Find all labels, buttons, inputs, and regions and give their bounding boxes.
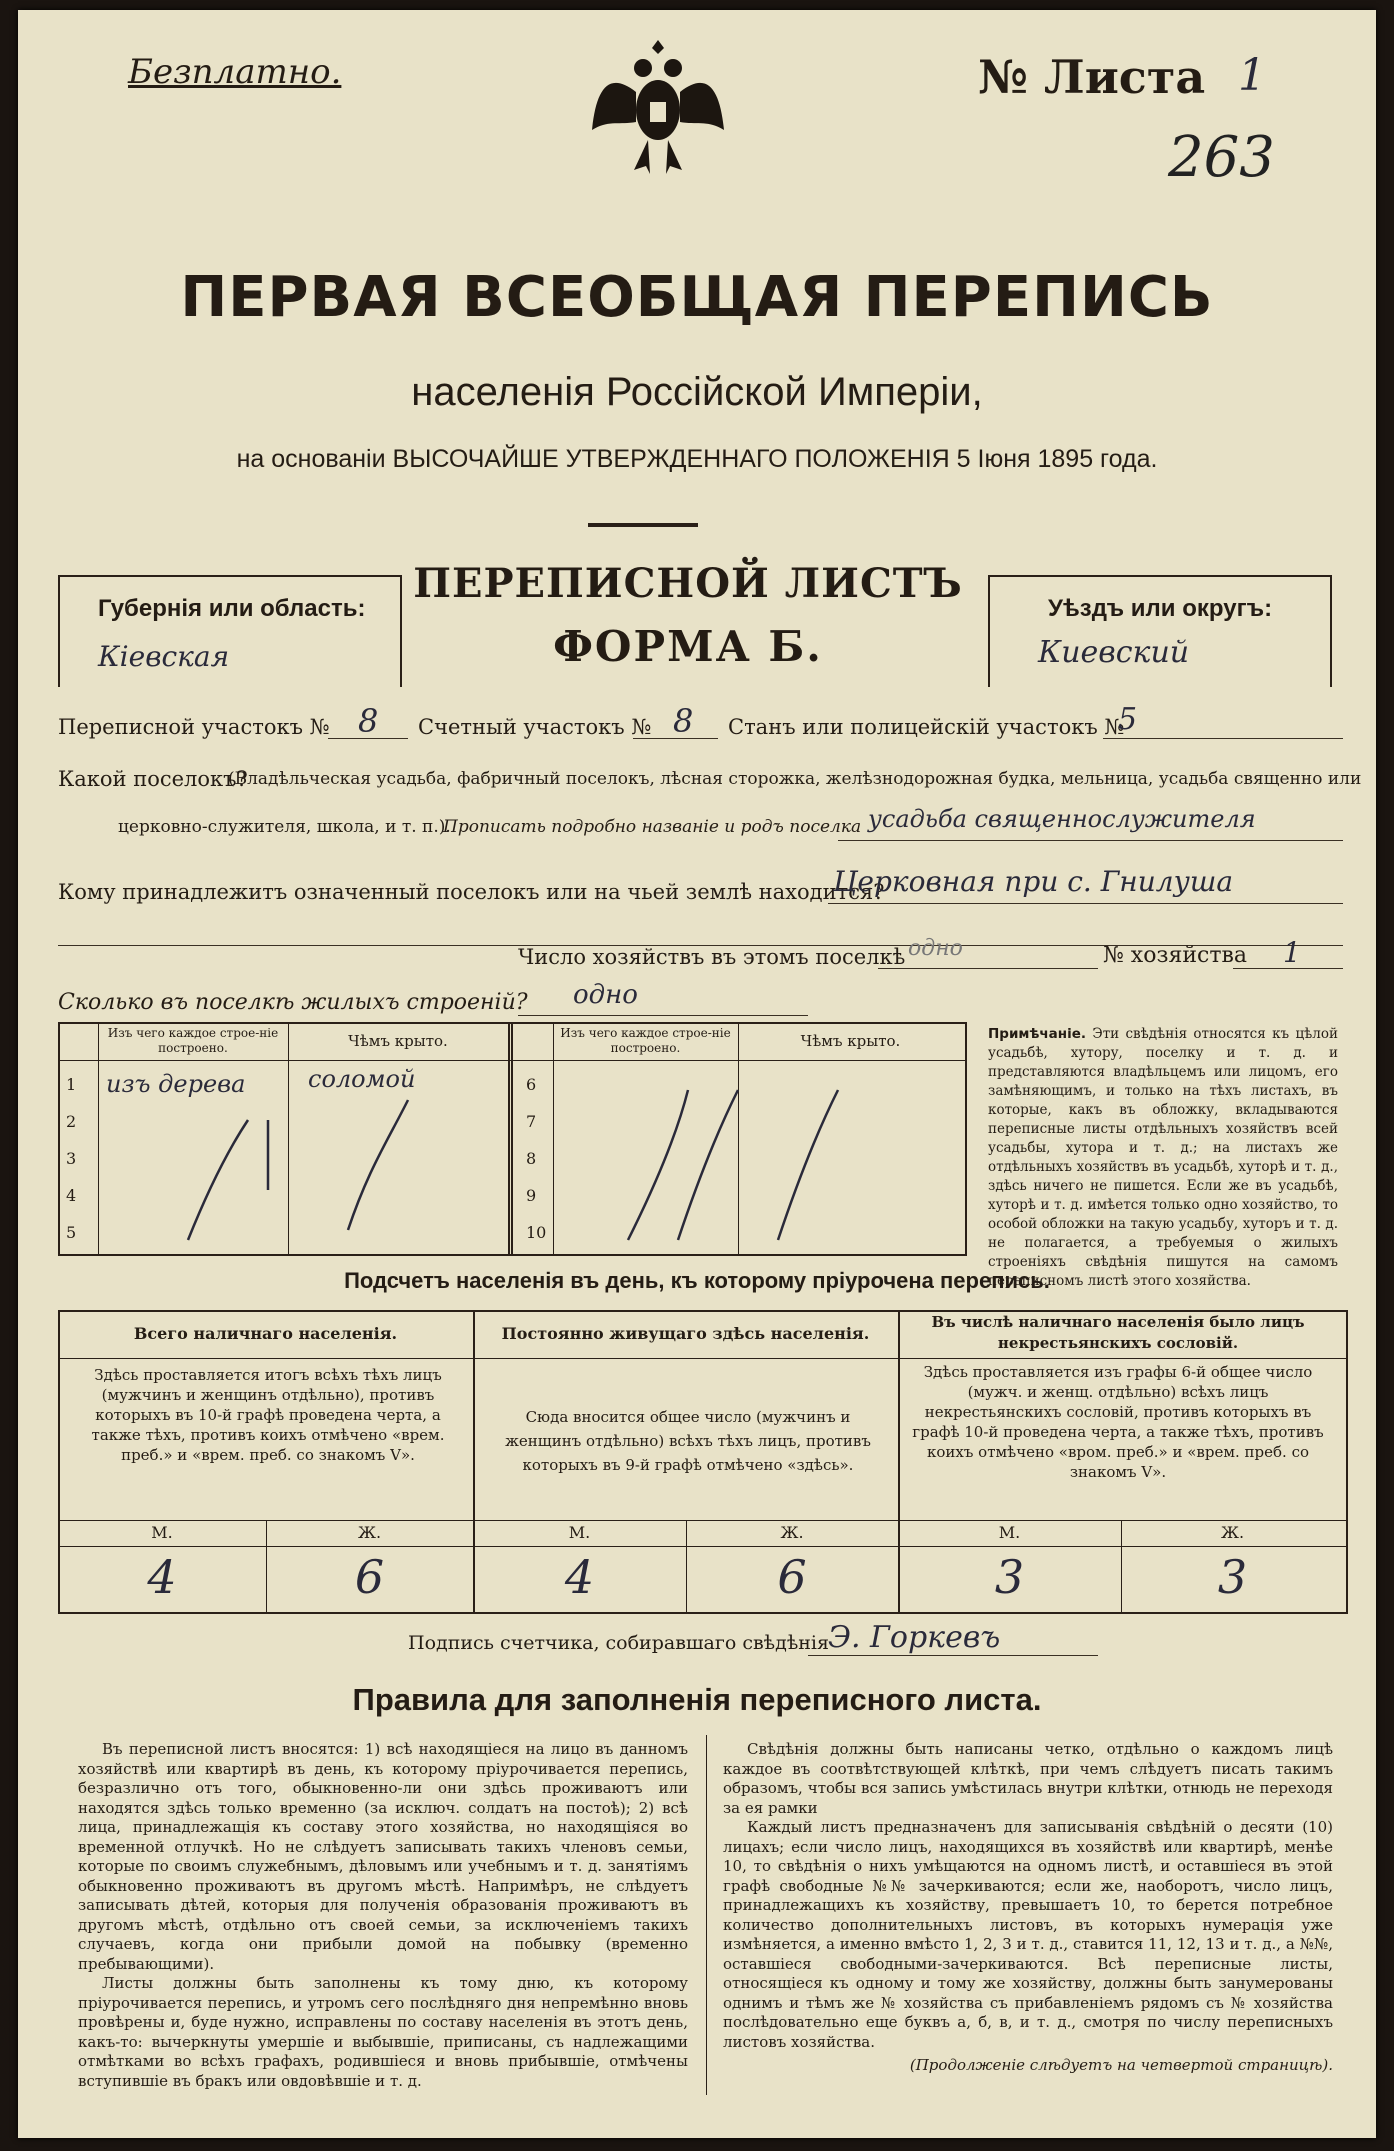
free-label: Безплатно. [128,52,342,92]
census-area-value: 8 [358,702,379,740]
households-label: Число хозяйствъ въ этомъ поселкѣ [518,945,906,969]
count-col1-head: Всего наличнаго населенія. [133,1324,398,1343]
row1-material: изъ дерева [106,1070,246,1098]
settlement-hint2: церковно-служителя, школа, и т. п.). [118,817,451,837]
buildings-value: одно [573,980,638,1010]
count-value: 4 [564,1550,595,1604]
household-no-label: № хозяйства [1103,943,1247,968]
note-text [988,1025,1338,1291]
strike-marks [58,1060,963,1255]
eagle-emblem-icon [588,30,728,180]
rules-right-p2: Каждый листъ предназначенъ для записыванія свѣдѣній о десяти (10) лицахъ; если число лицъ, находящихся въ хозяйствѣ или квартирѣ, менѣе 10, то свѣдѣнія о нихъ умѣщаются на одномъ листѣ, и оставшіеся въ этой графѣ свободные №№ зачеркиваются; если же, наоборотъ, число лицъ, принадлежащихъ къ хозяйству, превышаетъ 10, то берется потребное количество дополнительныхъ листовъ, въ которыхъ нумерація уже измѣняется, а именно вмѣсто 1, 2, 3 и т. д., ставится 11, 12, 13 и т. д., а №№, оставшіеся свободными-зачеркиваются. Всѣ переписные листы, относящіеся къ одному и тому же хозяйству, должны быть занумерованы однимъ и тѣмъ же № хозяйства съ прибавленіемъ рядомъ съ № хозяйства послѣдовательно еще буквъ а, б, в, и т. д., смотря по числу переписныхъ листовъ хозяйства. [723,1818,1333,2051]
stan-label: Станъ или полицейскій участокъ № [728,715,1125,739]
title-divider [588,523,698,527]
guberniya-value: Кіевская [98,640,230,673]
buildings-col1-left: Изъ чего каждое строе-ніе построено. [107,1026,279,1055]
male-label: М. [151,1523,173,1542]
count-value: 3 [1217,1550,1248,1604]
form-name: ФОРМА Б. [553,622,823,671]
buildings-label: Сколько въ поселкѣ жилыхъ строеній? [58,990,528,1015]
settlement-value: усадьба священнослужителя [868,805,1256,833]
rules-right-column [723,1740,1333,2076]
settlement-instruction: Прописать подробно названіе и родъ поселка [443,817,862,837]
male-label: М. [568,1523,591,1542]
archive-number: 263 [1168,125,1275,190]
count-col3-text: Здѣсь проставляется изъ графы 6-й общее число (мужч. и женщ. отдѣльно) всѣхъ лицъ некрестьянскихъ сословій, противъ которыхъ въ графѣ 10-й проведена черта, а также тѣхъ, противъ коихъ отмѣчено «вром. преб.» и «врем. преб. со знакомъ V». [912,1363,1324,1481]
count-value: 3 [994,1550,1025,1604]
count-col1-text: Здѣсь проставляется итогъ всѣхъ тѣхъ лицъ (мужчинъ и женщинъ отдѣльно), противъ которыхъ въ 10-й графѣ проведена черта, а также тѣхъ, противъ коихъ отмѣчено «врем. преб.» и «врем. преб. со знакомъ V». [91,1366,445,1464]
census-area-label: Переписной участокъ № [58,715,330,739]
legal-basis: на основаніи ВЫСОЧАЙШЕ УТВЕРЖДЕННАГО ПОЛОЖЕНІЯ 5 Іюня 1895 года. [236,445,1158,473]
owner-value: Церковная при с. Гнилуша [833,865,1234,898]
buildings-right-row-number: 10 [526,1223,547,1242]
uezd-box [988,575,1332,687]
note-label: Примѣчаніе. [988,1026,1087,1042]
count-col2-text: Сюда вносится общее число (мужчинъ и женщинъ отдѣльно) всѣхъ тѣхъ лицъ, противъ которыхъ въ 9-й графѣ отмѣчено «здѣсь». [505,1408,871,1474]
row1-roof: соломой [308,1065,416,1093]
rules-left-column [78,1740,688,2091]
count-title: Подсчетъ населенія въ день, къ которому пріурочена перепись. [344,1268,1050,1293]
count-value: 6 [354,1550,385,1604]
rules-title: Правила для заполненія переписного листа. [352,1682,1042,1717]
settlement-hint: (Владѣльческая усадьба, фабричный поселокъ, лѣсная сторожка, желѣзнодорожная будка, мельница, усадьба священно или [228,769,1362,789]
male-label: М. [998,1523,1021,1542]
count-col2-head: Постоянно живущаго здѣсь населенія. [501,1324,870,1343]
sheet-number-label: № Листа [978,50,1206,104]
uezd-label: Уѣздъ или округъ: [1048,595,1273,622]
buildings-col1-right: Изъ чего каждое строе-ніе построено. [560,1026,731,1055]
buildings-right-row-number: 8 [526,1149,537,1168]
note-body: Эти свѣдѣнія относятся къ цѣлой усадьбѣ, хутору, поселку и т. д. и представляются владѣльцемъ или лицомъ, его замѣняющимъ, и только на тѣхъ листахъ, въ которые, какъ въ обложку, вкладываются переписные листы отдѣльныхъ хозяйствъ всей усадьбы, хутора и т. д.; на листахъ же отдѣльныхъ хозяйствъ въ усадьбѣ, хуторѣ и т. д., здѣсь ничего не пишется. Если же въ усадьбѣ, хуторѣ и т. д. имѣется только одно хозяйство, то особой обложки на такую усадьбу, хуторъ и т. д. не полагается, а требуемыя о жилыхъ строеніяхъ свѣдѣнія пишутся на самомъ переписномъ листѣ этого хозяйства. [988,1026,1338,1289]
guberniya-label: Губернія или область: [98,595,366,622]
rules-left-p2: Листы должны быть заполнены къ тому дню, къ которому пріурочивается перепись, и утромъ сего послѣдняго дня непремѣнно вновь провѣрены и, буде нужно, исправлены по составу населенія въ этотъ день, какъ-то: вычеркнуты умершіе и выбывшіе, приписаны, съ надлежащими отмѣтками во всѣхъ графахъ, родившіеся и вновь прибывшіе, отмѣчены вступившіе въ бракъ или овдовѣвшіе и т. д. [78,1974,688,2090]
households-value: одно [908,936,963,961]
form-title: ПЕРЕПИСНОЙ ЛИСТЪ [413,560,963,607]
settlement-label: Какой поселокъ? [58,767,248,791]
count-col3-head: Въ числѣ наличнаго населенія было лицъ некрестьянскихъ сословій. [931,1313,1305,1352]
buildings-right-row-number: 7 [526,1112,537,1131]
buildings-col2-right: Чѣмъ крыто. [800,1032,901,1050]
count-value: 4 [147,1550,177,1604]
page-subtitle: населенія Россійской Имперіи, [411,370,983,414]
female-label: Ж. [780,1523,804,1542]
buildings-left-row-number: 1 [66,1075,77,1094]
buildings-right-row-number: 9 [526,1186,537,1205]
signature-label: Подпись счетчика, собиравшаго свѣдѣнія [408,1632,829,1654]
stan-value: 5 [1118,702,1138,737]
census-sheet [18,10,1376,2138]
buildings-left-row-number: 2 [66,1112,77,1131]
sheet-number-value: 1 [1238,50,1266,101]
buildings-col2-left: Чѣмъ крыто. [348,1032,448,1050]
page-title: ПЕРВАЯ ВСЕОБЩАЯ ПЕРЕПИСЬ [180,265,1214,330]
buildings-left-row-number: 5 [66,1223,77,1242]
buildings-right-row-number: 6 [526,1075,537,1094]
buildings-left-row-number: 3 [66,1149,77,1168]
uezd-value: Киевский [1038,635,1190,670]
count-area-label: Счетный участокъ № [418,715,652,739]
count-value: 6 [777,1550,807,1604]
rules-continued: (Продолженіе слѣдуетъ на четвертой страницѣ). [909,2056,1333,2074]
household-no-value: 1 [1283,936,1301,969]
owner-label: Кому принадлежитъ означенный поселокъ или на чьей землѣ находится? [58,880,885,904]
female-label: Ж. [1220,1523,1245,1542]
signature-value: Э. Горкевъ [828,1620,1001,1655]
rules-left-p1: Въ переписной листъ вносятся: 1) всѣ находящіеся на лицо въ данномъ хозяйствѣ или квартирѣ въ день, къ которому пріурочивается перепись, безразлично отъ того, обыкновенно-ли они здѣсь проживаютъ или находятся здѣсь только временно (за исключ. солдатъ на постоѣ); 2) всѣ лица, принадлежащія къ составу этого хозяйства, но находящіяся во временной отлучкѣ. Но не слѣдуетъ записывать такихъ членовъ семьи, которые по своимъ служебнымъ, дѣловымъ или учебнымъ и т. д. занятіямъ обыкновенно проживаютъ въ другомъ мѣстѣ. Напримѣръ, не слѣдуетъ записывать дѣтей, которыя для полученія образованія проживаютъ въ другомъ мѣстѣ, отдѣльно отъ своей семьи, за исключеніемъ такихъ случаевъ, когда они прибыли домой на побывку (временно пребывающими). [78,1740,688,1973]
count-area-value: 8 [673,702,694,740]
female-label: Ж. [357,1523,382,1542]
rules-right-p1: Свѣдѣнія должны быть написаны четко, отдѣльно о каждомъ лицѣ каждое въ соотвѣтствующей клѣткѣ, при чемъ слѣдуетъ писать такимъ образомъ, чтобы вся запись умѣстилась внутри клѣтки, отнюдь не переходя за ея рамки [723,1740,1333,1817]
buildings-left-row-number: 4 [66,1186,77,1205]
